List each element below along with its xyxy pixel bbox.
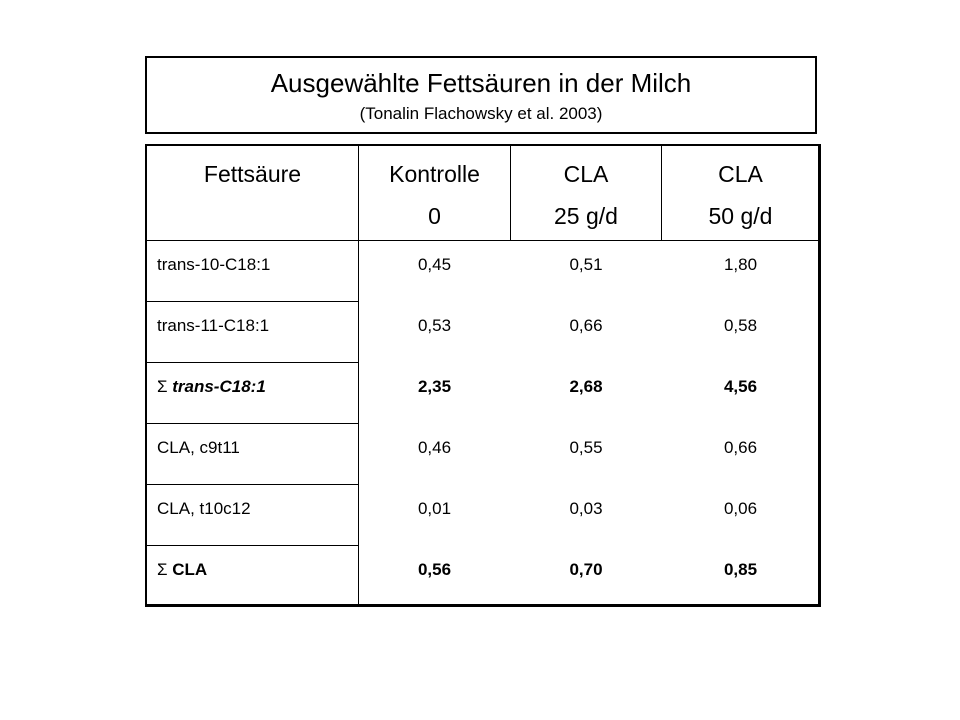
value-cla-25: 0,66 xyxy=(569,316,603,335)
value-control: 0,01 xyxy=(417,499,452,518)
header-label: Fettsäure xyxy=(203,161,302,187)
row-label: CLA, t10c12 xyxy=(157,499,251,518)
table-row xyxy=(147,431,819,492)
slide-title: Ausgewählte Fettsäuren in der Milch xyxy=(270,68,692,98)
value-cla-25: 0,03 xyxy=(569,499,603,518)
row-label xyxy=(157,553,207,587)
value-cla-50: 4,56 xyxy=(723,377,758,396)
header-label: Kontrolle xyxy=(389,161,480,187)
value-control: 0,45 xyxy=(417,255,452,274)
value-control: 2,35 xyxy=(417,377,452,396)
header-cell-cla-25 xyxy=(511,146,661,240)
value-cla-50: 0,85 xyxy=(723,560,758,579)
header-cell-cla-50 xyxy=(662,146,819,240)
row-label-text: trans-C18:1 xyxy=(172,377,266,396)
value-cla-25: 0,70 xyxy=(569,560,603,579)
value-cla-50: 0,66 xyxy=(723,438,758,457)
table-row xyxy=(147,309,819,370)
row-label-text: CLA xyxy=(172,560,208,579)
table-row-sum xyxy=(147,370,819,431)
table-row xyxy=(147,492,819,553)
row-label xyxy=(157,370,266,404)
header-label: CLA xyxy=(718,161,763,187)
value-cla-25: 2,68 xyxy=(569,377,603,396)
value-cla-25: 0,55 xyxy=(569,438,603,457)
title-box xyxy=(145,56,817,134)
value-control: 0,53 xyxy=(417,316,452,335)
sum-symbol: Σ xyxy=(157,560,173,579)
value-control: 0,56 xyxy=(417,560,452,579)
value-cla-50: 1,80 xyxy=(723,255,758,274)
header-sublabel: 50 g/d xyxy=(708,203,773,229)
header-cell-fatty-acid xyxy=(147,146,358,240)
row-label: CLA, c9t11 xyxy=(157,438,240,457)
slide-subtitle: (Tonalin Flachowsky et al. 2003) xyxy=(359,104,603,123)
row-label: trans-10-C18:1 xyxy=(157,255,271,274)
value-control: 0,46 xyxy=(417,438,452,457)
value-cla-50: 0,58 xyxy=(723,316,758,335)
table-row-sum xyxy=(147,553,819,614)
header-sublabel: 25 g/d xyxy=(554,203,618,229)
sum-symbol: Σ xyxy=(157,377,173,396)
fatty-acid-table xyxy=(145,144,821,607)
row-label: trans-11-C18:1 xyxy=(157,316,270,335)
header-cell-control xyxy=(359,146,510,240)
table-row xyxy=(147,248,819,309)
value-cla-50: 0,06 xyxy=(723,499,758,518)
header-label: CLA xyxy=(563,161,609,187)
value-cla-25: 0,51 xyxy=(569,255,603,274)
header-sublabel: 0 xyxy=(428,203,441,229)
header-rule xyxy=(147,240,819,241)
